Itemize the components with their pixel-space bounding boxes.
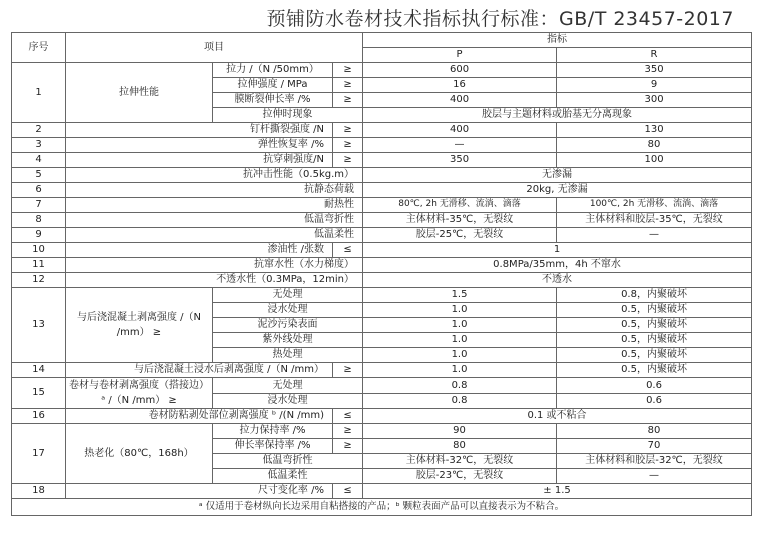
row-value-p: 90 bbox=[363, 424, 557, 439]
row-seq: 5 bbox=[12, 168, 66, 183]
row-seq: 16 bbox=[12, 409, 66, 424]
row-value-pr: ± 1.5 bbox=[363, 484, 752, 499]
row-value-r: 0.5，内聚破坏 bbox=[557, 318, 752, 333]
row-value-p: 主体材料-32℃，无裂纹 bbox=[363, 454, 557, 469]
row-value-pr: 0.8MPa/35mm，4h 不窜水 bbox=[363, 258, 752, 273]
row-operator: ≥ bbox=[333, 78, 363, 93]
row-label: 抗冲击性能（0.5kg.m） bbox=[66, 168, 363, 183]
row-label: 渗油性 /张数 bbox=[66, 243, 333, 258]
row-label: 拉力保持率 /% bbox=[213, 424, 333, 439]
row-label: 无处理 bbox=[213, 288, 363, 303]
row-group-label: 热老化（80℃，168h） bbox=[66, 424, 213, 484]
row-value-pr: 1 bbox=[363, 243, 752, 258]
row-value-p: 1.0 bbox=[363, 333, 557, 348]
row-value-r: 80 bbox=[557, 424, 752, 439]
row-value-pr: 0.1 或不粘合 bbox=[363, 409, 752, 424]
row-value-r: 100 bbox=[557, 153, 752, 168]
table-row bbox=[12, 63, 752, 78]
spec-table bbox=[11, 32, 752, 516]
row-operator: ≥ bbox=[333, 424, 363, 439]
row-value-p: 胶层-25℃，无裂纹 bbox=[363, 228, 557, 243]
row-operator: ≥ bbox=[333, 123, 363, 138]
row-value-p: 600 bbox=[363, 63, 557, 78]
header-r: R bbox=[557, 48, 752, 63]
table-header-row bbox=[12, 33, 752, 48]
row-value-r: 80 bbox=[557, 138, 752, 153]
row-seq: 15 bbox=[12, 378, 66, 409]
row-seq: 10 bbox=[12, 243, 66, 258]
row-value-pr: 胶层与主题材料或胎基无分离现象 bbox=[363, 108, 752, 123]
row-value-r: 0.6 bbox=[557, 393, 752, 409]
row-value-p: 1.5 bbox=[363, 288, 557, 303]
row-value-p: 1.0 bbox=[363, 348, 557, 363]
row-value-p: 400 bbox=[363, 123, 557, 138]
row-label: 弹性恢复率 /% bbox=[66, 138, 333, 153]
table-row bbox=[12, 258, 752, 273]
row-value-r: 9 bbox=[557, 78, 752, 93]
row-operator: ≤ bbox=[333, 484, 363, 499]
row-value-r: 0.5，内聚破坏 bbox=[557, 363, 752, 378]
header-index: 指标 bbox=[363, 33, 752, 48]
row-value-p: 1.0 bbox=[363, 303, 557, 318]
footnote: ᵃ 仅适用于卷材纵向长边采用自粘搭接的产品；ᵇ 颗粒表面产品可以直接表示为不粘合。 bbox=[12, 499, 752, 516]
row-label: 抗静态荷载 bbox=[66, 183, 363, 198]
row-value-pr: 无渗漏 bbox=[363, 168, 752, 183]
row-value-p: 16 bbox=[363, 78, 557, 93]
row-seq: 12 bbox=[12, 273, 66, 288]
row-group-label: 卷材与卷材剥离强度（搭接边）ᵃ /（N /mm） ≥ bbox=[66, 378, 213, 409]
row-value-p: 1.0 bbox=[363, 363, 557, 378]
header-seq: 序号 bbox=[12, 33, 66, 63]
table-row bbox=[12, 168, 752, 183]
table-row bbox=[12, 198, 752, 213]
table-row bbox=[12, 138, 752, 153]
row-operator: ≤ bbox=[333, 243, 363, 258]
row-value-pr: 20kg, 无渗漏 bbox=[363, 183, 752, 198]
row-label: 紫外线处理 bbox=[213, 333, 363, 348]
row-operator: ≥ bbox=[333, 93, 363, 108]
row-value-p: 80℃, 2h 无滑移、流淌、滴落 bbox=[363, 198, 557, 213]
row-label: 低温弯折性 bbox=[66, 213, 363, 228]
table-row bbox=[12, 378, 752, 394]
row-operator: ≥ bbox=[333, 153, 363, 168]
row-seq: 13 bbox=[12, 288, 66, 363]
row-value-r: 130 bbox=[557, 123, 752, 138]
table-row bbox=[12, 153, 752, 168]
table-row bbox=[12, 424, 752, 439]
row-group-label: 拉伸性能 bbox=[66, 63, 213, 123]
row-seq: 17 bbox=[12, 424, 66, 484]
table-row bbox=[12, 409, 752, 424]
row-value-p: 400 bbox=[363, 93, 557, 108]
table-row bbox=[12, 243, 752, 258]
table-row bbox=[12, 288, 752, 303]
header-item: 项目 bbox=[66, 33, 363, 63]
table-row bbox=[12, 213, 752, 228]
row-label: 泥沙污染表面 bbox=[213, 318, 363, 333]
row-seq: 1 bbox=[12, 63, 66, 123]
row-value-p: — bbox=[363, 138, 557, 153]
row-label: 抗穿刺强度/N bbox=[66, 153, 333, 168]
row-label: 无处理 bbox=[213, 378, 363, 394]
row-value-r: 100℃, 2h 无滑移、流淌、滴落 bbox=[557, 198, 752, 213]
row-label: 钉杆撕裂强度 /N bbox=[66, 123, 333, 138]
header-p: P bbox=[363, 48, 557, 63]
row-operator: ≥ bbox=[333, 63, 363, 78]
row-label: 低温弯折性 bbox=[213, 454, 363, 469]
row-value-r: 70 bbox=[557, 439, 752, 454]
row-value-p: 1.0 bbox=[363, 318, 557, 333]
row-seq: 9 bbox=[12, 228, 66, 243]
row-value-r: — bbox=[557, 469, 752, 484]
row-operator: ≥ bbox=[333, 138, 363, 153]
table-row bbox=[12, 183, 752, 198]
row-operator: ≤ bbox=[333, 409, 363, 424]
row-value-p: 80 bbox=[363, 439, 557, 454]
row-operator: ≥ bbox=[333, 363, 363, 378]
row-value-r: 350 bbox=[557, 63, 752, 78]
row-value-p: 0.8 bbox=[363, 393, 557, 409]
row-value-p: 0.8 bbox=[363, 378, 557, 394]
row-value-r: 0.5，内聚破坏 bbox=[557, 348, 752, 363]
row-operator: ≥ bbox=[333, 439, 363, 454]
row-value-r: 0.8，内聚破坏 bbox=[557, 288, 752, 303]
row-label: 不透水性（0.3MPa，12min） bbox=[66, 273, 363, 288]
row-seq: 3 bbox=[12, 138, 66, 153]
row-label: 伸长率保持率 /% bbox=[213, 439, 333, 454]
row-value-pr: 不透水 bbox=[363, 273, 752, 288]
footnote-row bbox=[12, 499, 752, 516]
row-label: 抗窜水性（水力梯度） bbox=[66, 258, 363, 273]
row-value-r: — bbox=[557, 228, 752, 243]
page-title: 预铺防水卷材技术指标执行标准：GB/T 23457-2017 bbox=[266, 8, 734, 30]
row-label: 与后浇混凝土浸水后剥离强度 /（N /mm） bbox=[66, 363, 333, 378]
row-value-r: 0.5，内聚破坏 bbox=[557, 303, 752, 318]
row-label: 卷材防粘剥处部位剥离强度 ᵇ /(N /mm) bbox=[66, 409, 333, 424]
row-label: 拉伸时现象 bbox=[213, 108, 363, 123]
table-row bbox=[12, 123, 752, 138]
row-seq: 7 bbox=[12, 198, 66, 213]
row-value-p: 350 bbox=[363, 153, 557, 168]
row-value-p: 胶层-23℃，无裂纹 bbox=[363, 469, 557, 484]
table-row bbox=[12, 228, 752, 243]
row-label: 尺寸变化率 /% bbox=[66, 484, 333, 499]
row-value-r: 300 bbox=[557, 93, 752, 108]
table-row bbox=[12, 273, 752, 288]
row-seq: 11 bbox=[12, 258, 66, 273]
row-label: 膜断裂伸长率 /% bbox=[213, 93, 333, 108]
row-seq: 14 bbox=[12, 363, 66, 378]
row-value-r: 主体材料和胶层-35℃，无裂纹 bbox=[557, 213, 752, 228]
row-seq: 6 bbox=[12, 183, 66, 198]
row-seq: 18 bbox=[12, 484, 66, 499]
row-label: 低温柔性 bbox=[213, 469, 363, 484]
row-seq: 4 bbox=[12, 153, 66, 168]
row-label: 拉力 /（N /50mm） bbox=[213, 63, 333, 78]
row-label: 热处理 bbox=[213, 348, 363, 363]
row-label: 浸水处理 bbox=[213, 303, 363, 318]
row-label: 浸水处理 bbox=[213, 393, 363, 409]
table-row bbox=[12, 363, 752, 378]
row-seq: 8 bbox=[12, 213, 66, 228]
row-seq: 2 bbox=[12, 123, 66, 138]
row-label: 拉伸强度 / MPa bbox=[213, 78, 333, 93]
table-row bbox=[12, 484, 752, 499]
row-value-r: 0.6 bbox=[557, 378, 752, 394]
row-value-r: 主体材料和胶层-32℃，无裂纹 bbox=[557, 454, 752, 469]
row-group-label: 与后浇混凝土剥离强度 /（N /mm） ≥ bbox=[66, 288, 213, 363]
row-value-p: 主体材料-35℃，无裂纹 bbox=[363, 213, 557, 228]
row-label: 耐热性 bbox=[66, 198, 363, 213]
row-value-r: 0.5，内聚破坏 bbox=[557, 333, 752, 348]
row-label: 低温柔性 bbox=[66, 228, 363, 243]
